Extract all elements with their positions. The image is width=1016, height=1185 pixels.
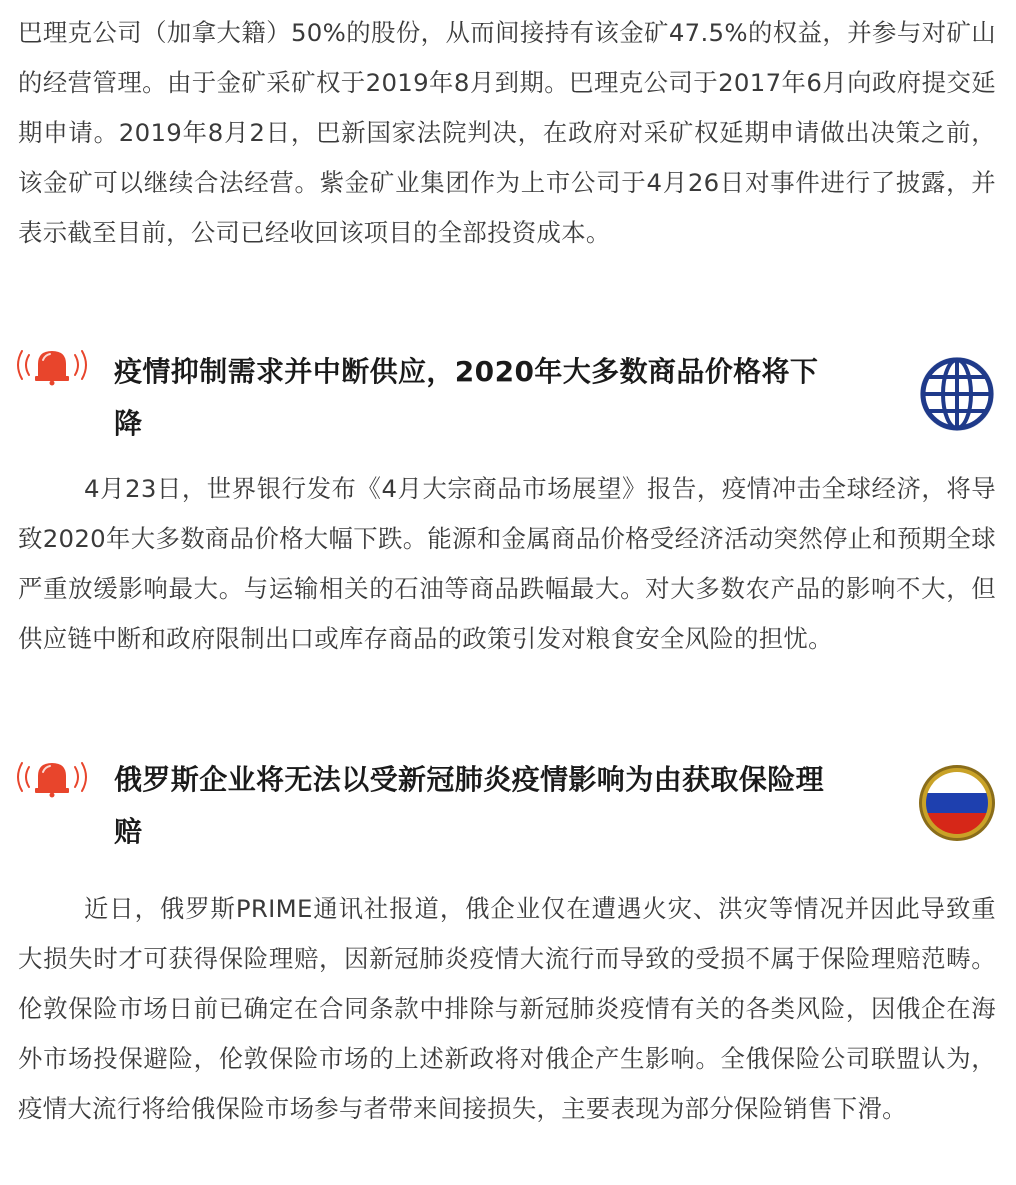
- intro-paragraph: 巴理克公司（加拿大籍）50%的股份，从而间接持有该金矿47.5%的权益，并参与对矿山的经营管理。由于金矿采矿权于2019年8月到期。巴理克公司于2017年6月向政府提交延期申请。2019年8月2日，巴新国家法院判决，在政府对采矿权延期申请做出决策之前，该金矿可以继续合法经营。紫金矿业集团作为上市公司于4月26日对事件进行了披露，并表示截至目前，公司已经收回该项目的全部投资成本。: [18, 18, 996, 247]
- headline-commodities: 疫情抑制需求并中断供应，2020年大多数商品价格将下降: [114, 355, 819, 440]
- russia-flag-icon: [918, 764, 996, 842]
- body-russia-insurance: 近日，俄罗斯PRIME通讯社报道，俄企业仅在遭遇火灾、洪灾等情况并因此导致重大损失时才可获得保险理赔，因新冠肺炎疫情大流行而导致的受损不属于保险理赔范畴。伦敦保险市场日前已确定在合同条款中排除与新冠肺炎疫情有关的各类风险，因俄企在海外市场投保避险，伦敦保险市场的上述新政将对俄企产生影响。全俄保险公司联盟认为，疫情大流行将给俄保险市场参与者带来间接损失，主要表现为部分保险销售下滑。: [18, 894, 996, 1123]
- globe-icon: [918, 355, 996, 433]
- section-header-commodities: [0, 340, 1016, 450]
- body-commodities: 4月23日，世界银行发布《4月大宗商品市场展望》报告，疫情冲击全球经济，将导致2020年大多数商品价格大幅下跌。能源和金属商品价格受经济活动突然停止和预期全球严重放缓影响最大。与运输相关的石油等商品跌幅最大。对大多数农产品的影响不大，但供应链中断和政府限制出口或库存商品的政策引发对粮食安全风险的担忧。: [18, 474, 996, 653]
- headline-russia-insurance: 俄罗斯企业将无法以受新冠肺炎疫情影响为由获取保险理赔: [114, 763, 825, 848]
- section-header-russia-insurance: [0, 752, 1016, 862]
- alarm-bell-icon: [14, 758, 90, 798]
- alarm-bell-icon: [14, 346, 90, 386]
